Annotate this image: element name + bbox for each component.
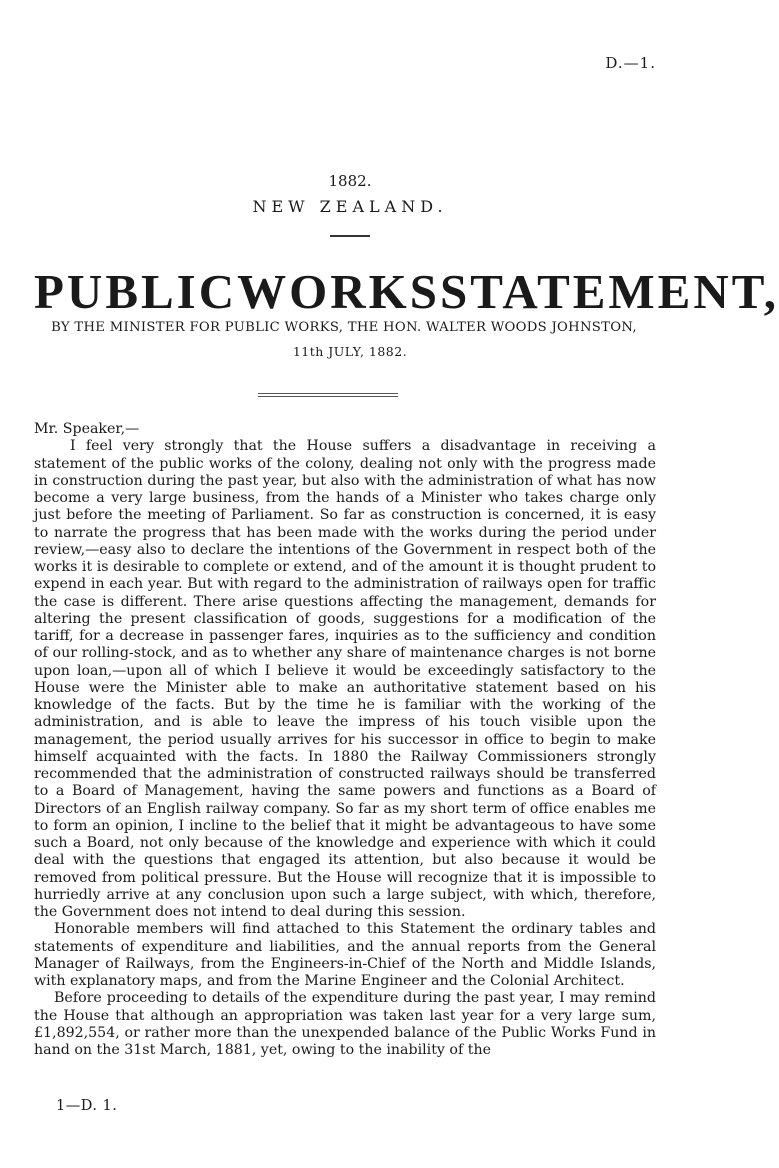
statement-body xyxy=(34,421,656,1059)
paragraph: Before proceeding to details of the expenditure during the past year, I may remind the House that although an appropriation was taken last year for a very large sum, £1,892,554, or rather more than the unexpended balance of the Public Works Fund in hand on the 31st March, 1881, yet, owing to the inability of the xyxy=(34,990,656,1058)
title-word-1: PUBLIC xyxy=(34,264,238,319)
signature-mark: 1—D. 1. xyxy=(56,1098,118,1114)
paragraph: I feel very strongly that the House suffers a disadvantage in receiving a statement of the public works of the colony, dealing not only with the progress made in construction during the past year, but also with the administration of what has now become a very large business, from the hands of a Minister who takes charge only just before the meeting of Parliament. So far as construction is concerned, it is easy to narrate the progress that has been made with the works during the period under review,—easy also to declare the intentions of the Government in respect both of the works it is desirable to complete or extend, and of the amount it is thought prudent to expend in each year. But with regard to the administration of railways open for traffic the case is different. There arise questions affecting the management, demands for altering the present classification of goods, suggestions for a modification of the tariff, for a decrease in passenger fares, inquiries as to the sufficiency and condition of our rolling-stock, and as to whether any share of maintenance charges is not borne upon loan,—upon all of which I believe it would be exceedingly satisfactory to the House were the Minister able to make an authoritative statement based on his knowledge of the facts. But by the time he is familiar with the working of the administration, and is able to leave the impress of his touch visible upon the management, the period usually arrives for his successor in office to begin to make himself acquainted with the facts. In 1880 the Railway Commissioners strongly recommended that the administration of constructed railways should be transferred to a Board of Management, having the same powers and functions as a Board of Directors of an English railway company. So far as my short term of office enables me to form an opinion, I incline to the belief that it might be advantageous to have some such a Board, not only because of the knowledge and experience with which it could deal with the questions that engaged its attention, but also because it would be removed from political pressure. But the House will recognize that it is impossible to hurriedly arrive at any conclusion upon such a large subject, with which, therefore, the Government does not intend to deal during this session. xyxy=(34,438,656,920)
title-word-3: STATEMENT, xyxy=(440,264,779,319)
year-heading: 1882. xyxy=(328,172,372,190)
salutation: Mr. Speaker,— xyxy=(34,421,140,437)
title-word-2: WORKS xyxy=(237,264,441,319)
short-divider xyxy=(330,235,370,237)
page-reference: D.—1. xyxy=(605,54,656,72)
byline: BY THE MINISTER FOR PUBLIC WORKS, THE HON. WALTER WOODS JOHNSTON, xyxy=(51,320,637,335)
double-divider xyxy=(258,393,398,397)
document-title xyxy=(34,262,779,322)
statement-date: 11th JULY, 1882. xyxy=(292,344,408,359)
paragraph: Honorable members will find attached to this Statement the ordinary tables and statements of expenditure and liabilities, and the annual reports from the General Manager of Railways, from the Engineers-in-Chief of the North and Middle Islands, with explanatory maps, and from the Marine Engineer and the Colonial Architect. xyxy=(34,921,656,989)
country-heading: NEW ZEALAND. xyxy=(252,197,448,216)
